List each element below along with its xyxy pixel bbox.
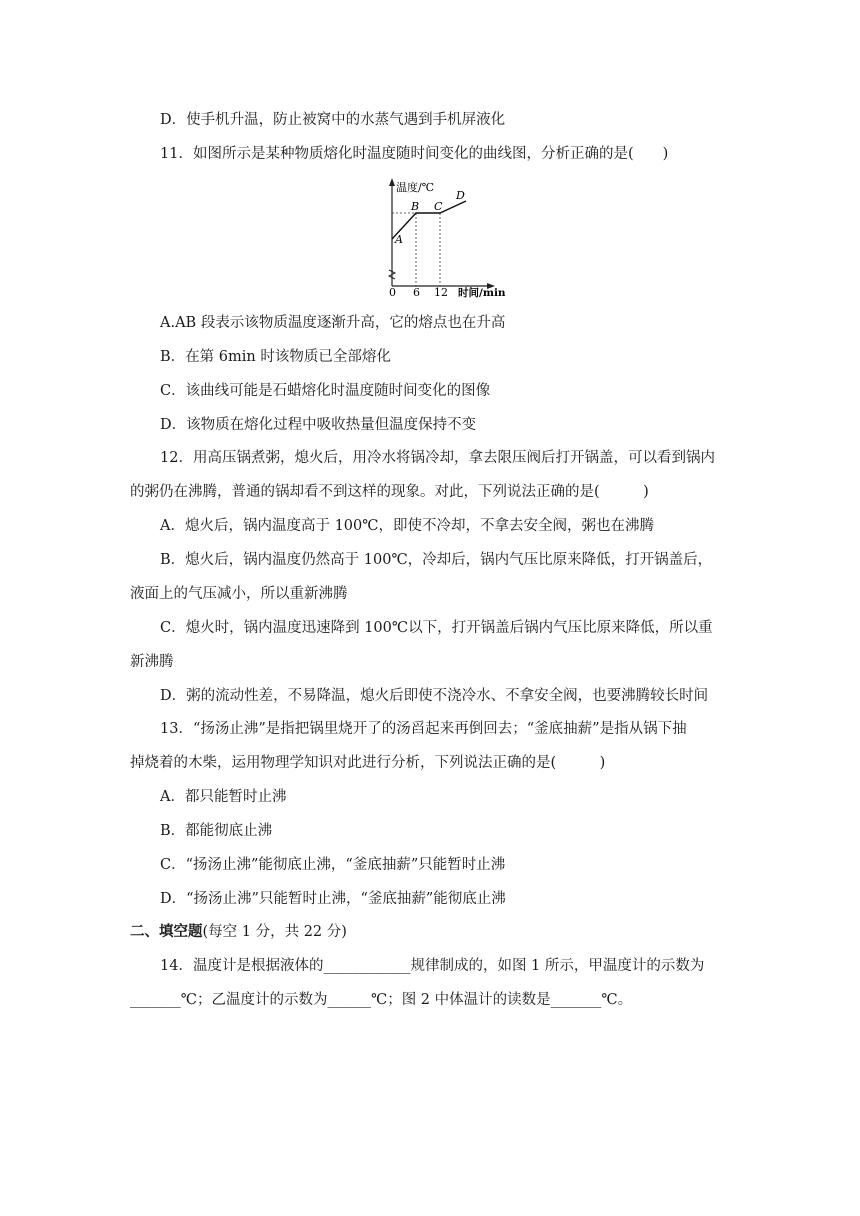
q13-stem-line1: 13．“扬汤止沸”是指把锅里烧开了的汤舀起来再倒回去；“釜底抽薪”是指从锅下抽	[160, 721, 687, 737]
q14-line2: _______℃；乙温度计的示数为______℃；图 2 中体温计的读数是_______℃。	[130, 992, 633, 1008]
q10-option-d: D．使手机升温，防止被窝中的水蒸气遇到手机屏液化	[160, 112, 506, 128]
q12-option-c-line2: 新沸腾	[130, 654, 174, 670]
temperature-curve	[392, 201, 466, 239]
q12-option-a: A．熄火后，锅内温度高于 100℃，即使不冷却，不拿去安全阀，粥也在沸腾	[160, 518, 654, 534]
q12-option-b-line2: 液面上的气压减小，所以重新沸腾	[130, 586, 348, 602]
tick-0: 0	[389, 286, 396, 299]
x-axis-label: 时间/min	[458, 287, 506, 299]
melting-curve-graph	[360, 175, 510, 300]
tick-6: 6	[413, 286, 420, 299]
q11-option-c: C．该曲线可能是石蜡熔化时温度随时间变化的图像	[160, 383, 491, 399]
q13-option-b: B．都能彻底止沸	[160, 823, 273, 839]
section-note: (每空 1 分，共 22 分)	[202, 924, 347, 940]
q13-option-c: C．“扬汤止沸”能彻底止沸，“釜底抽薪”只能暂时止沸	[160, 857, 506, 873]
section-heading	[130, 922, 347, 942]
q13-stem-line2: 掉烧着的木柴，运用物理学知识对此进行分析，下列说法正确的是( )	[130, 755, 606, 771]
axis-break-mark	[389, 270, 395, 279]
q11-option-b: B．在第 6min 时该物质已全部熔化	[160, 349, 391, 365]
q11-option-d: D．该物质在熔化过程中吸收热量但温度保持不变	[160, 417, 477, 433]
section-title: 二、填空题	[130, 923, 203, 940]
y-axis-label: 温度/℃	[396, 181, 435, 194]
tick-12: 12	[434, 286, 448, 299]
q14-line1: 14．温度计是根据液体的____________规律制成的，如图 1 所示，甲温度计的示数为	[160, 958, 705, 974]
q11-stem: 11．如图所示是某种物质熔化时温度随时间变化的曲线图，分析正确的是( )	[160, 146, 669, 162]
q13-option-a: A．都只能暂时止沸	[160, 789, 287, 805]
point-d-label: D	[456, 189, 465, 202]
q12-option-b-line1: B．熄火后，锅内温度仍然高于 100℃，冷却后，锅内气压比原来降低，打开锅盖后，	[160, 552, 713, 568]
y-axis-arrow	[389, 178, 395, 186]
q13-option-d: D．“扬汤止沸”只能暂时止沸，“釜底抽薪”能彻底止沸	[160, 891, 506, 907]
q12-option-d: D．粥的流动性差，不易降温，熄火后即使不浇冷水、不拿安全阀，也要沸腾较长时间	[160, 688, 709, 704]
q11-option-a: A.AB 段表示该物质温度逐渐升高，它的熔点也在升高	[160, 315, 506, 331]
q12-stem-line2: 的粥仍在沸腾，普通的锅却看不到这样的现象。对此，下列说法正确的是( )	[130, 484, 649, 500]
point-b-label: B	[411, 200, 420, 213]
q12-option-c-line1: C．熄火时，锅内温度迅速降到 100℃以下，打开锅盖后锅内气压比原来降低，所以重	[160, 620, 713, 636]
point-a-label: A	[395, 233, 403, 246]
point-c-label: C	[434, 200, 443, 213]
q12-stem-line1: 12．用高压锅煮粥，熄火后，用冷水将锅冷却，拿去限压阀后打开锅盖，可以看到锅内	[160, 450, 715, 466]
